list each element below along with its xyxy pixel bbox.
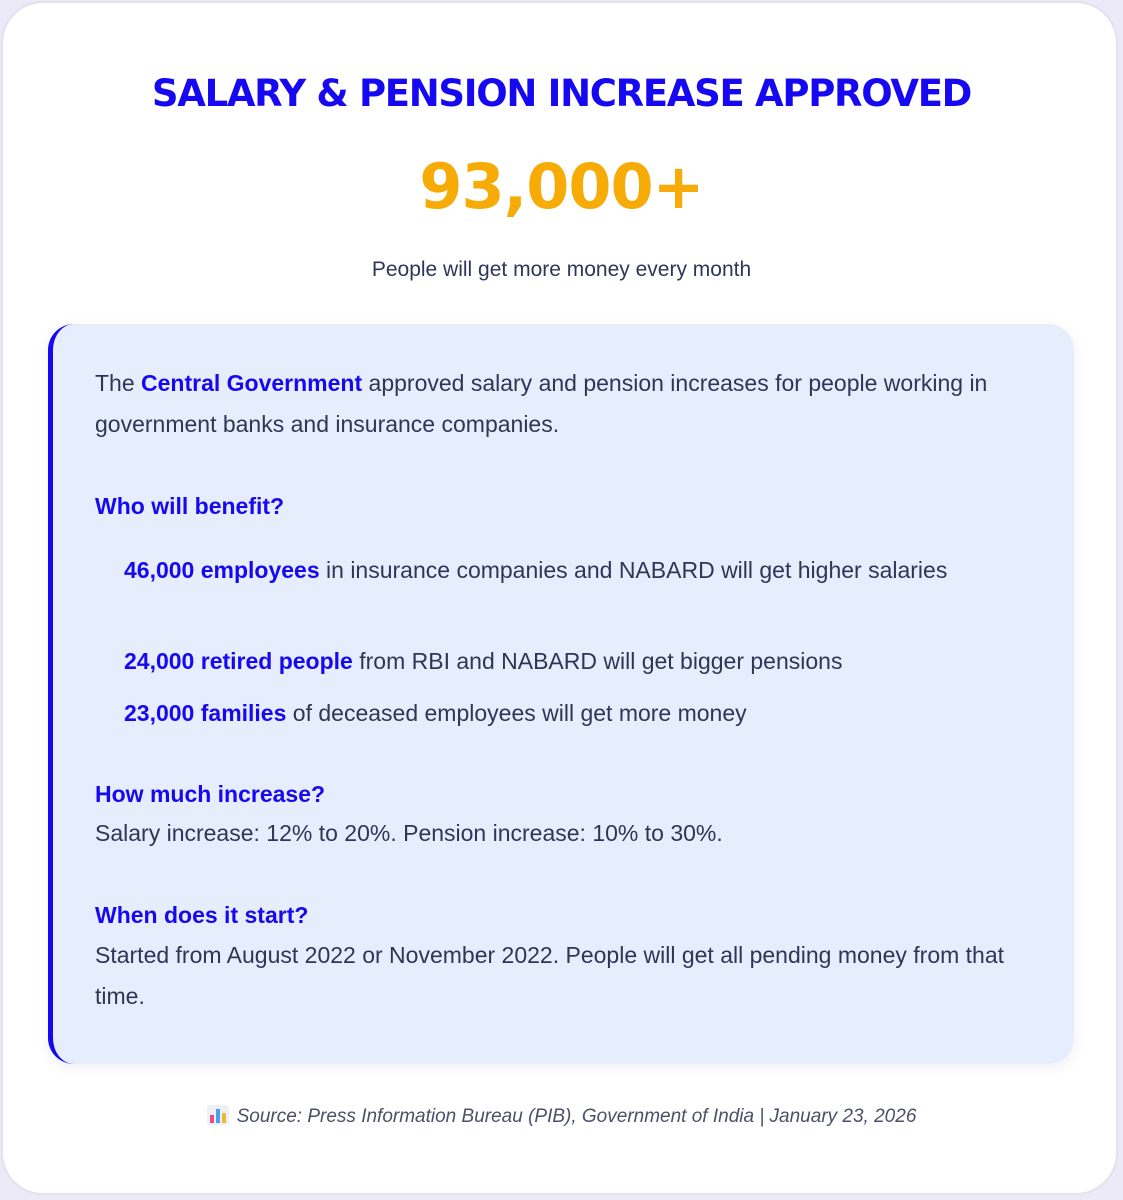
intro-text-before: The [95,370,142,396]
benefit-item-highlight: 24,000 retired people [124,648,353,674]
benefit-item-highlight: 23,000 families [124,700,287,726]
benefit-item-text: in insurance companies and NABARD will get higher salaries [319,557,948,583]
bar-chart-icon [207,1105,229,1125]
benefit-item-text: from RBI and NABARD will get bigger pensions [352,648,843,674]
big-number: 93,000+ [419,150,704,223]
benefit-item-employees [124,555,1054,585]
benefit-item-highlight: 46,000 employees [124,557,320,583]
benefit-item-text: of deceased employees will get more money [286,700,747,726]
intro-highlight: Central Government [141,370,363,396]
benefit-item-retired [124,646,1054,676]
intro-paragraph [95,363,1045,445]
source-line [0,1105,1123,1128]
benefit-item-families [124,698,1054,728]
source-text: Source: Press Information Bureau (PIB), Government of India | January 23, 2026 [236,1106,917,1127]
start-heading: When does it start? [95,902,309,928]
increase-heading: How much increase? [95,781,326,807]
headline: SALARY & PENSION INCREASE APPROVED [151,72,972,115]
subtitle: People will get more money every month [371,258,752,281]
intro-text-after: approved salary and pension increases for people working in government banks and insurance companies. [95,370,988,437]
start-text: Started from August 2022 or November 2022. People will get all pending money from that time. [95,942,1005,1009]
increase-text: Salary increase: 12% to 20%. Pension increase: 10% to 30%. [95,820,723,846]
benefit-heading: Who will benefit? [95,493,285,519]
